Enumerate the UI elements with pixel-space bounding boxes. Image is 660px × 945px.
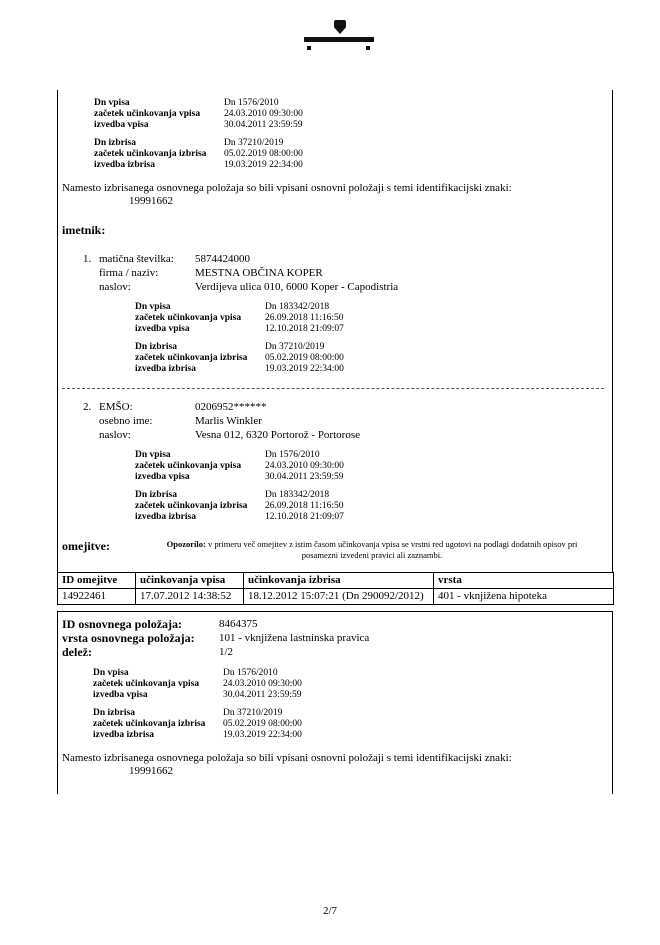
dn-value: 26.09.2018 11:16:50: [265, 501, 344, 511]
dn-row: [135, 490, 608, 501]
dn-izbris-group: [94, 138, 608, 171]
field-value: 1/2: [219, 646, 234, 658]
dn-value: 24.03.2010 09:30:00: [224, 109, 303, 119]
dn-label: Dn vpisa: [135, 450, 171, 460]
dn-value: 05.02.2019 08:00:00: [223, 719, 302, 729]
logo-square-left: [307, 46, 311, 50]
dn-label: Dn izbrisa: [135, 342, 177, 352]
dn-row: [135, 364, 608, 375]
field-label: matična številka:: [99, 253, 174, 265]
replacement-note: Namesto izbrisanega osnovnega položaja so bili vpisani osnovni položaji s temi identifikacijski znaki:: [62, 752, 512, 764]
dn-value: Dn 37210/2019: [224, 138, 284, 148]
dn-value: Dn 1576/2010: [223, 668, 278, 678]
dn-label: začetek učinkovanja vpisa: [135, 461, 242, 471]
column-header: učinkovanja vpisa: [136, 573, 244, 589]
dn-label: izvedba vpisa: [93, 690, 148, 700]
dn-label: Dn izbrisa: [94, 138, 136, 148]
dn-label: začetek učinkovanja izbrisa: [93, 719, 206, 729]
holder-entry-2: [58, 400, 608, 523]
field-label: naslov:: [99, 429, 131, 441]
dn-value: Dn 1576/2010: [224, 98, 279, 108]
dn-row: [135, 302, 608, 313]
dn-value: 24.03.2010 09:30:00: [223, 679, 302, 689]
field-value: MESTNA OBČINA KOPER: [195, 267, 323, 279]
dn-value: 19.03.2019 22:34:00: [224, 160, 303, 170]
dn-value: 19.03.2019 22:34:00: [223, 730, 302, 740]
dn-vpis-group: [94, 98, 608, 131]
dn-row: [94, 138, 608, 149]
dn-row: [94, 160, 608, 171]
dn-vpis-group: [135, 450, 608, 483]
imetnik-heading: imetnik:: [62, 223, 106, 237]
dn-label: Dn vpisa: [94, 98, 130, 108]
shield-icon: [334, 20, 346, 34]
omejitve-warning: [148, 539, 596, 560]
dn-value: Dn 183342/2018: [265, 302, 330, 312]
restrictions-table: [57, 572, 614, 605]
dn-izbris-group: [135, 342, 608, 375]
dn-value: 19.03.2019 22:34:00: [265, 364, 344, 374]
field-label: osebno ime:: [99, 415, 153, 427]
dn-row: [93, 708, 608, 719]
column-header: ID omejitve: [58, 573, 136, 589]
dn-value: 24.03.2010 09:30:00: [265, 461, 344, 471]
field-label: naslov:: [99, 281, 131, 293]
dn-value: 05.02.2019 08:00:00: [224, 149, 303, 159]
dn-label: Dn izbrisa: [93, 708, 135, 718]
holder-field-row: [83, 414, 608, 428]
dn-row: [93, 719, 608, 730]
holder-field-row: [83, 428, 608, 442]
holder-field-row: [83, 280, 608, 294]
field-value: 101 - vknjižena lastninska pravica: [219, 632, 370, 644]
dn-value: Dn 37210/2019: [223, 708, 283, 718]
dn-label: izvedba izbrisa: [93, 730, 154, 740]
dn-row: [94, 120, 608, 131]
table-row: [58, 589, 614, 605]
dn-row: [135, 353, 608, 364]
dn-izbris-group: [93, 708, 608, 741]
logo-bar: [304, 37, 374, 42]
dn-izbris-group: [135, 490, 608, 523]
position-field-row: [62, 631, 608, 645]
dn-value: 30.04.2011 23:59:59: [223, 690, 302, 700]
dn-row: [135, 450, 608, 461]
dn-label: začetek učinkovanja vpisa: [135, 313, 242, 323]
page-number: 2/7: [322, 905, 338, 917]
dn-label: izvedba izbrisa: [135, 512, 196, 522]
dn-label: začetek učinkovanja izbrisa: [135, 353, 248, 363]
dn-row: [135, 472, 608, 483]
holder-entry-1: [58, 252, 608, 375]
field-value: Verdijeva ulica 010, 6000 Koper - Capodistria: [195, 281, 399, 293]
dn-label: začetek učinkovanja vpisa: [93, 679, 200, 689]
dn-row: [135, 501, 608, 512]
dn-label: izvedba vpisa: [135, 324, 190, 334]
dn-record-block-top: [94, 98, 608, 171]
dn-value: 05.02.2019 08:00:00: [265, 353, 344, 363]
field-value: 8464375: [219, 618, 258, 630]
dn-row: [135, 324, 608, 335]
warning-label: Opozorilo:: [166, 539, 206, 549]
dn-value: 26.09.2018 11:16:50: [265, 313, 344, 323]
field-label: delež:: [62, 645, 92, 659]
table-cell: 14922461: [58, 589, 136, 605]
dn-value: 30.04.2011 23:59:59: [265, 472, 344, 482]
field-label: EMŠO:: [99, 401, 133, 413]
dn-label: začetek učinkovanja izbrisa: [94, 149, 207, 159]
dn-value: Dn 183342/2018: [265, 490, 330, 500]
dn-row: [93, 730, 608, 741]
table-cell: 401 - vknjižena hipoteka: [434, 589, 614, 605]
field-value: 5874424000: [195, 253, 250, 265]
holder-field-row: [83, 400, 608, 414]
omejitve-heading: omejitve:: [62, 539, 110, 553]
dn-value: 12.10.2018 21:09:07: [265, 324, 344, 334]
dn-label: začetek učinkovanja izbrisa: [135, 501, 248, 511]
position-field-row: [62, 617, 608, 631]
dn-label: Dn vpisa: [93, 668, 129, 678]
dn-record-block-holder-1: [135, 302, 608, 375]
table-cell: 17.07.2012 14:38:52: [136, 589, 244, 605]
holder-number-spacer: [83, 414, 99, 428]
dn-label: Dn vpisa: [135, 302, 171, 312]
replacement-id: 19991662: [129, 195, 173, 207]
document-body: [57, 90, 613, 794]
field-label: firma / naziv:: [99, 267, 159, 279]
dn-row: [135, 461, 608, 472]
dn-value: Dn 1576/2010: [265, 450, 320, 460]
column-header: vrsta: [434, 573, 614, 589]
dn-record-block-position: [93, 668, 608, 741]
omejitve-row: [62, 539, 608, 560]
field-label: ID osnovnega položaja:: [62, 617, 183, 631]
dn-vpis-group: [93, 668, 608, 701]
holder-number: 2.: [83, 401, 92, 413]
dn-label: Dn izbrisa: [135, 490, 177, 500]
dn-row: [94, 109, 608, 120]
replacement-note: Namesto izbrisanega osnovnega položaja so bili vpisani osnovni položaji s temi identifikacijski znaki:: [62, 182, 512, 194]
replacement-id: 19991662: [129, 765, 173, 777]
column-header: učinkovanja izbrisa: [244, 573, 434, 589]
dn-record-block-holder-2: [135, 450, 608, 523]
court-logo: [304, 20, 374, 52]
dn-row: [94, 149, 608, 160]
dn-vpis-group: [135, 302, 608, 335]
position-field-row: [62, 645, 608, 659]
warning-text: v primeru več omejitev z istim časom učinkovanja vpisa se vrstni red ugotovi na podlagi dodatnih opisov pri posamezni izvedeni pravici ali zaznambi.: [205, 539, 578, 560]
field-value: Vesna 012, 6320 Portorož - Portorose: [195, 429, 360, 441]
dn-value: Dn 37210/2019: [265, 342, 325, 352]
dn-label: začetek učinkovanja vpisa: [94, 109, 201, 119]
dn-label: izvedba izbrisa: [135, 364, 196, 374]
holder-field-row: [83, 252, 608, 266]
holder-number-spacer: [83, 266, 99, 280]
dn-row: [135, 342, 608, 353]
dn-row: [135, 512, 608, 523]
holder-number: 1.: [83, 253, 92, 265]
field-label: vrsta osnovnega položaja:: [62, 631, 195, 645]
holder-number-spacer: [83, 428, 99, 442]
basic-position-box: [57, 611, 613, 794]
dn-label: izvedba izbrisa: [94, 160, 155, 170]
dn-label: izvedba vpisa: [94, 120, 149, 130]
holder-field-row: [83, 266, 608, 280]
table-cell: 18.12.2012 15:07:21 (Dn 290092/2012): [244, 589, 434, 605]
field-value: 0206952******: [195, 401, 267, 413]
holder-separator: [62, 388, 604, 389]
dn-value: 30.04.2011 23:59:59: [224, 120, 303, 130]
logo-square-right: [366, 46, 370, 50]
dn-row: [93, 690, 608, 701]
dn-label: izvedba vpisa: [135, 472, 190, 482]
dn-row: [94, 98, 608, 109]
dn-row: [135, 313, 608, 324]
dn-row: [93, 668, 608, 679]
field-value: Marlis Winkler: [195, 415, 262, 427]
dn-value: 12.10.2018 21:09:07: [265, 512, 344, 522]
holder-number-spacer: [83, 280, 99, 294]
restrictions-header-row: [58, 573, 614, 589]
dn-row: [93, 679, 608, 690]
main-section-box: [57, 90, 613, 572]
